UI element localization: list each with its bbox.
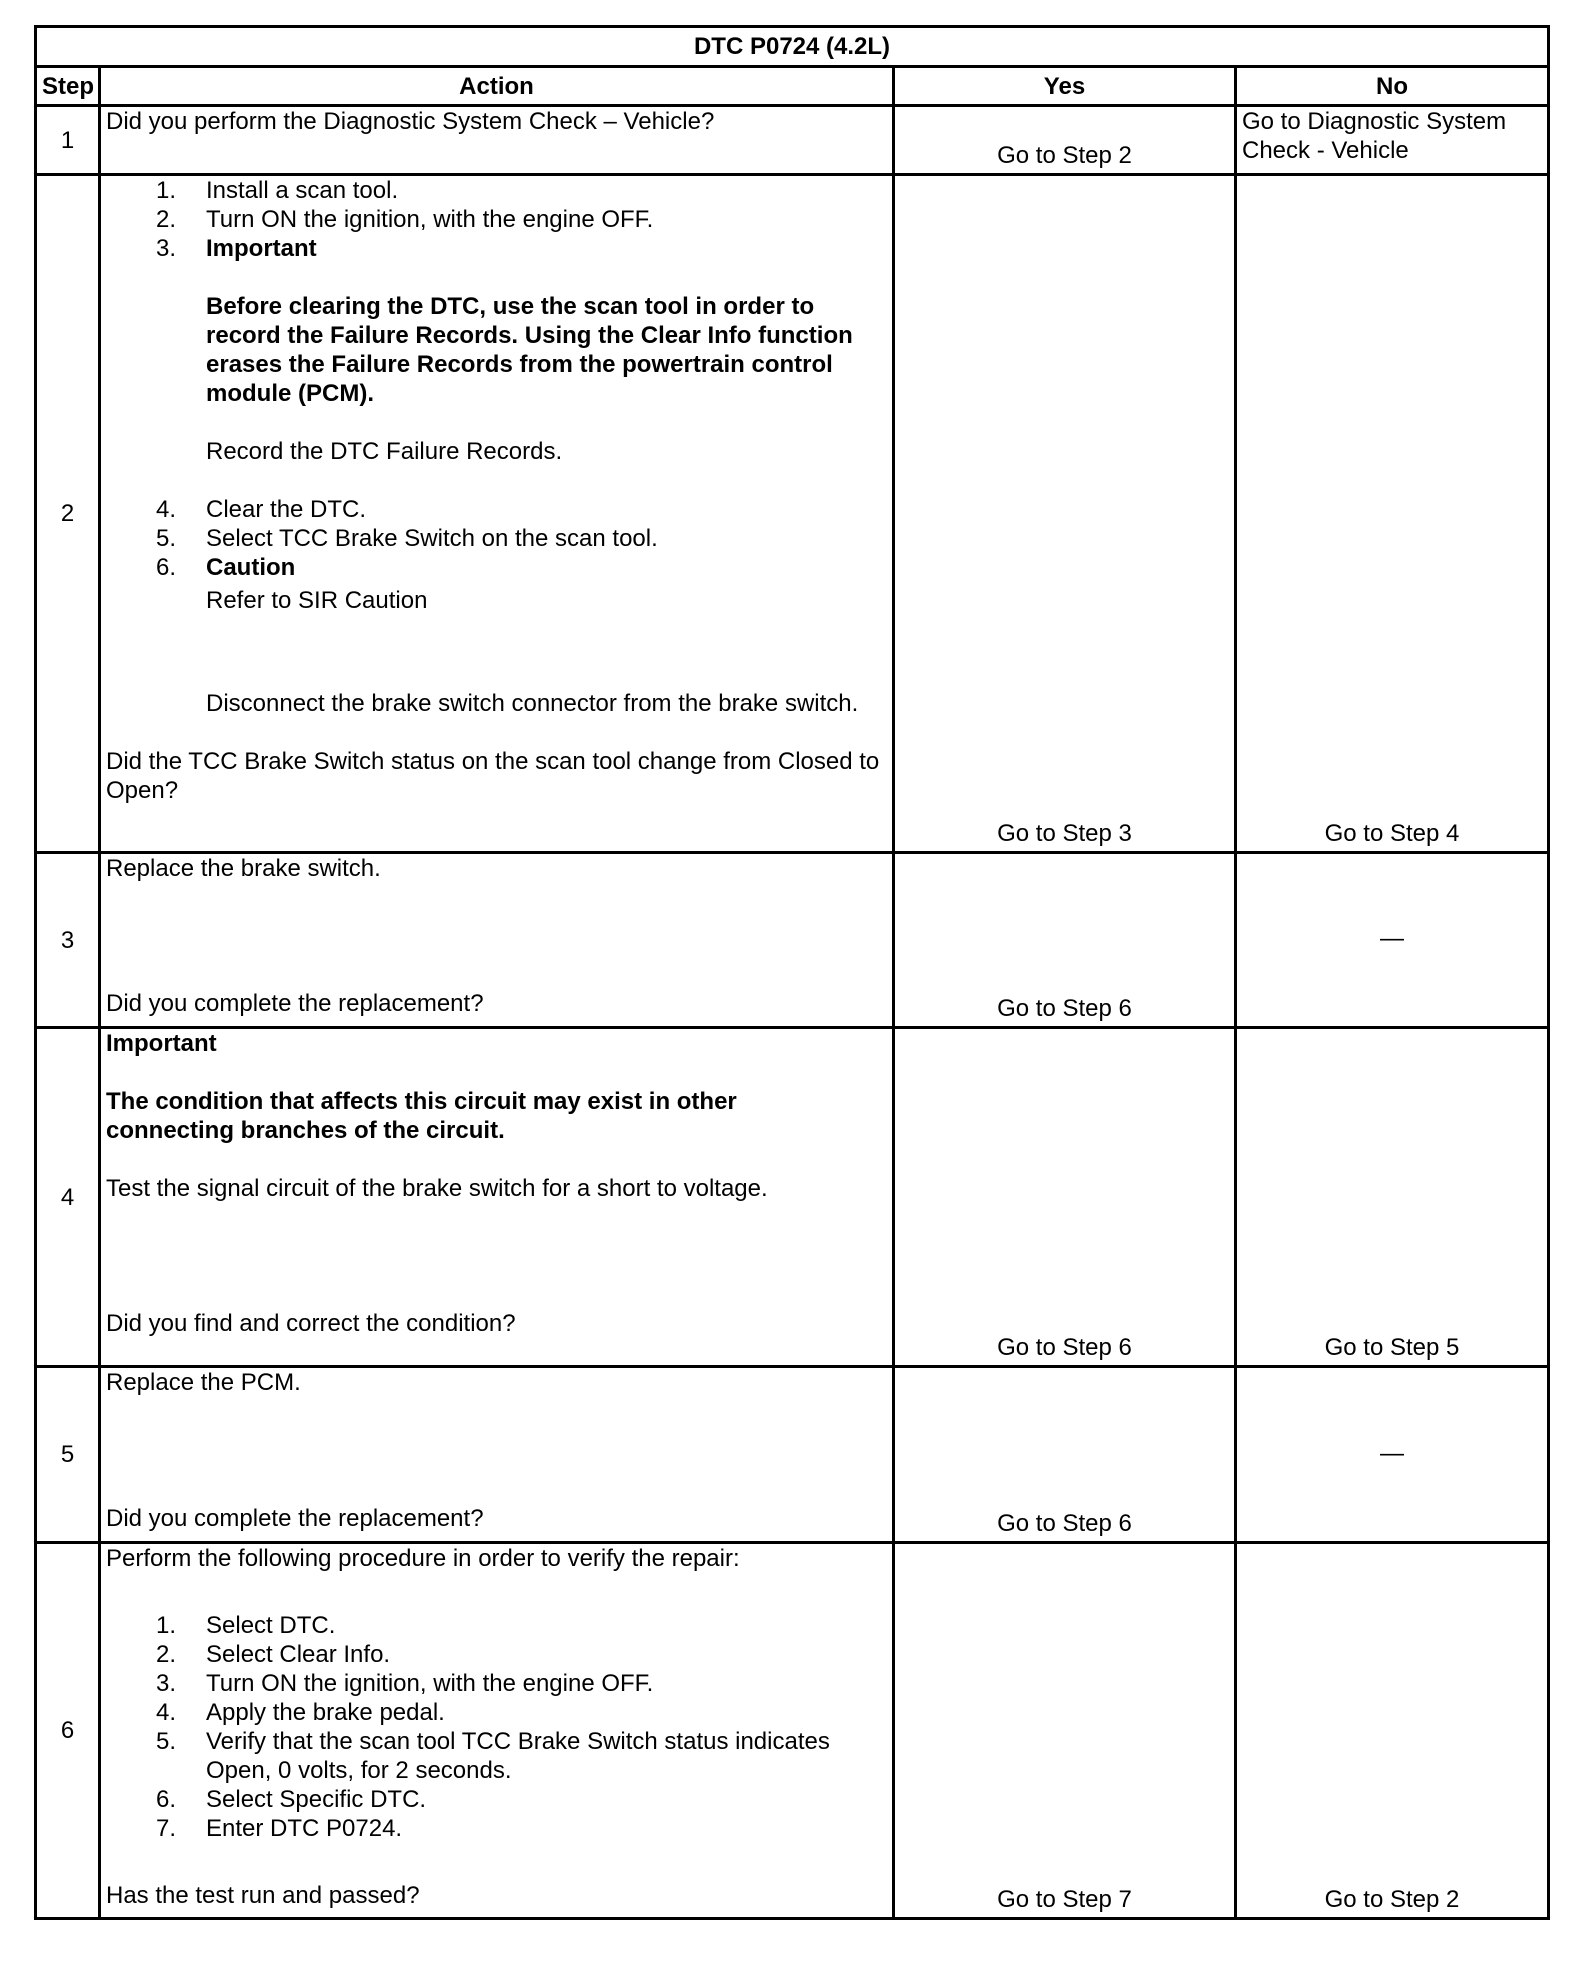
dtc-table: [34, 25, 1550, 1920]
header-row: [36, 67, 1549, 106]
item-text: Turn ON the ignition, with the engine OFF.: [206, 206, 654, 233]
item-number: 6.: [156, 1786, 177, 1813]
step-number: 3: [36, 853, 100, 1028]
no-cell: Go to Diagnostic System Check - Vehicle: [1236, 106, 1549, 175]
important-label: Important: [106, 1030, 217, 1057]
action-question: Did you find and correct the condition?: [106, 1310, 516, 1337]
item-number: 2.: [156, 206, 177, 233]
action-question: Has the test run and passed?: [106, 1882, 420, 1909]
action-cell: [100, 1028, 894, 1367]
item-text: Select Clear Info.: [206, 1641, 391, 1668]
no-cell: Go to Step 2: [1236, 1543, 1549, 1919]
action-question: Did the TCC Brake Switch status on the scan tool change from Closed to Open?: [106, 748, 880, 804]
step-row-4: [36, 1028, 1549, 1367]
list-item: [106, 495, 887, 524]
action-text: Replace the PCM.: [106, 1369, 301, 1396]
important-note: The condition that affects this circuit may exist in other connecting branches of the circuit.: [106, 1088, 737, 1144]
list-item: [106, 553, 887, 582]
record-text: Record the DTC Failure Records.: [206, 438, 563, 465]
no-cell: —: [1236, 853, 1549, 1028]
list-item: [106, 205, 887, 234]
step-row-3: [36, 853, 1549, 1028]
item-text: Select Specific DTC.: [206, 1786, 427, 1813]
list-item: [106, 1669, 887, 1698]
header-step: Step: [36, 67, 100, 106]
header-action: Action: [100, 67, 894, 106]
list-item: [106, 234, 887, 263]
item-text: Apply the brake pedal.: [206, 1699, 445, 1726]
no-cell: Go to Step 4: [1236, 175, 1549, 853]
item-number: 7.: [156, 1815, 177, 1842]
item-text: Turn ON the ignition, with the engine OFF.: [206, 1670, 654, 1697]
item-text: Select TCC Brake Switch on the scan tool.: [206, 525, 658, 552]
item-text: Clear the DTC.: [206, 496, 367, 523]
action-intro: Perform the following procedure in order to verify the repair:: [106, 1545, 740, 1572]
yes-cell: Go to Step 6: [894, 1367, 1236, 1543]
item-number: 2.: [156, 1641, 177, 1668]
list-item: [106, 1698, 887, 1727]
item-text: Verify that the scan tool TCC Brake Switch status indicates Open, 0 volts, for 2 seconds.: [206, 1728, 830, 1784]
no-cell: Go to Step 5: [1236, 1028, 1549, 1367]
list-item: [106, 524, 887, 553]
step-number: 2: [36, 175, 100, 853]
action-cell: [100, 1367, 894, 1543]
list-item: [106, 1727, 887, 1785]
item-text: Enter DTC P0724.: [206, 1815, 403, 1842]
item-number: 4.: [156, 1699, 177, 1726]
action-cell: [100, 106, 894, 175]
step-row-5: [36, 1367, 1549, 1543]
list-item: [106, 1785, 887, 1814]
title-row: [36, 27, 1549, 67]
action-list: [106, 176, 887, 263]
step-number: 4: [36, 1028, 100, 1367]
action-question: Did you complete the replacement?: [106, 990, 484, 1017]
step-number: 6: [36, 1543, 100, 1919]
yes-cell: Go to Step 6: [894, 1028, 1236, 1367]
item-number: 3.: [156, 1670, 177, 1697]
disconnect-text: Disconnect the brake switch connector from the brake switch.: [206, 690, 859, 717]
action-list: [106, 1611, 887, 1843]
action-question: Did you perform the Diagnostic System Check – Vehicle?: [106, 108, 715, 135]
action-cell: [100, 853, 894, 1028]
item-text: Install a scan tool.: [206, 177, 399, 204]
item-number: 1.: [156, 1612, 177, 1639]
list-item: [106, 1640, 887, 1669]
item-number: 1.: [156, 177, 177, 204]
action-text: Test the signal circuit of the brake switch for a short to voltage.: [106, 1175, 768, 1202]
yes-cell: Go to Step 6: [894, 853, 1236, 1028]
step-row-6: [36, 1543, 1549, 1919]
important-note: Before clearing the DTC, use the scan tool in order to record the Failure Records. Using the Clear Info function erases the Failure Records from the powertrain control module (PCM).: [206, 293, 853, 407]
action-text: Replace the brake switch.: [106, 855, 381, 882]
item-number: 3.: [156, 235, 177, 262]
header-no: No: [1236, 67, 1549, 106]
caution-label: Caution: [206, 554, 296, 581]
item-number: 5.: [156, 525, 177, 552]
item-number: 4.: [156, 496, 177, 523]
step-number: 1: [36, 106, 100, 175]
no-cell: —: [1236, 1367, 1549, 1543]
list-item: [106, 1814, 887, 1843]
action-cell: [100, 175, 894, 853]
action-question: Did you complete the replacement?: [106, 1505, 484, 1532]
yes-cell: Go to Step 3: [894, 175, 1236, 853]
item-text: Select DTC.: [206, 1612, 336, 1639]
item-number: 5.: [156, 1728, 177, 1755]
list-item: [106, 1611, 887, 1640]
step-row-1: [36, 106, 1549, 175]
step-number: 5: [36, 1367, 100, 1543]
item-number: 6.: [156, 554, 177, 581]
yes-cell: Go to Step 7: [894, 1543, 1236, 1919]
table-title: DTC P0724 (4.2L): [36, 27, 1549, 67]
header-yes: Yes: [894, 67, 1236, 106]
yes-cell: Go to Step 2: [894, 106, 1236, 175]
action-list: [106, 495, 887, 582]
caution-text: Refer to SIR Caution: [206, 587, 428, 614]
important-label: Important: [206, 235, 317, 262]
action-cell: [100, 1543, 894, 1919]
step-row-2: [36, 175, 1549, 853]
list-item: [106, 176, 887, 205]
